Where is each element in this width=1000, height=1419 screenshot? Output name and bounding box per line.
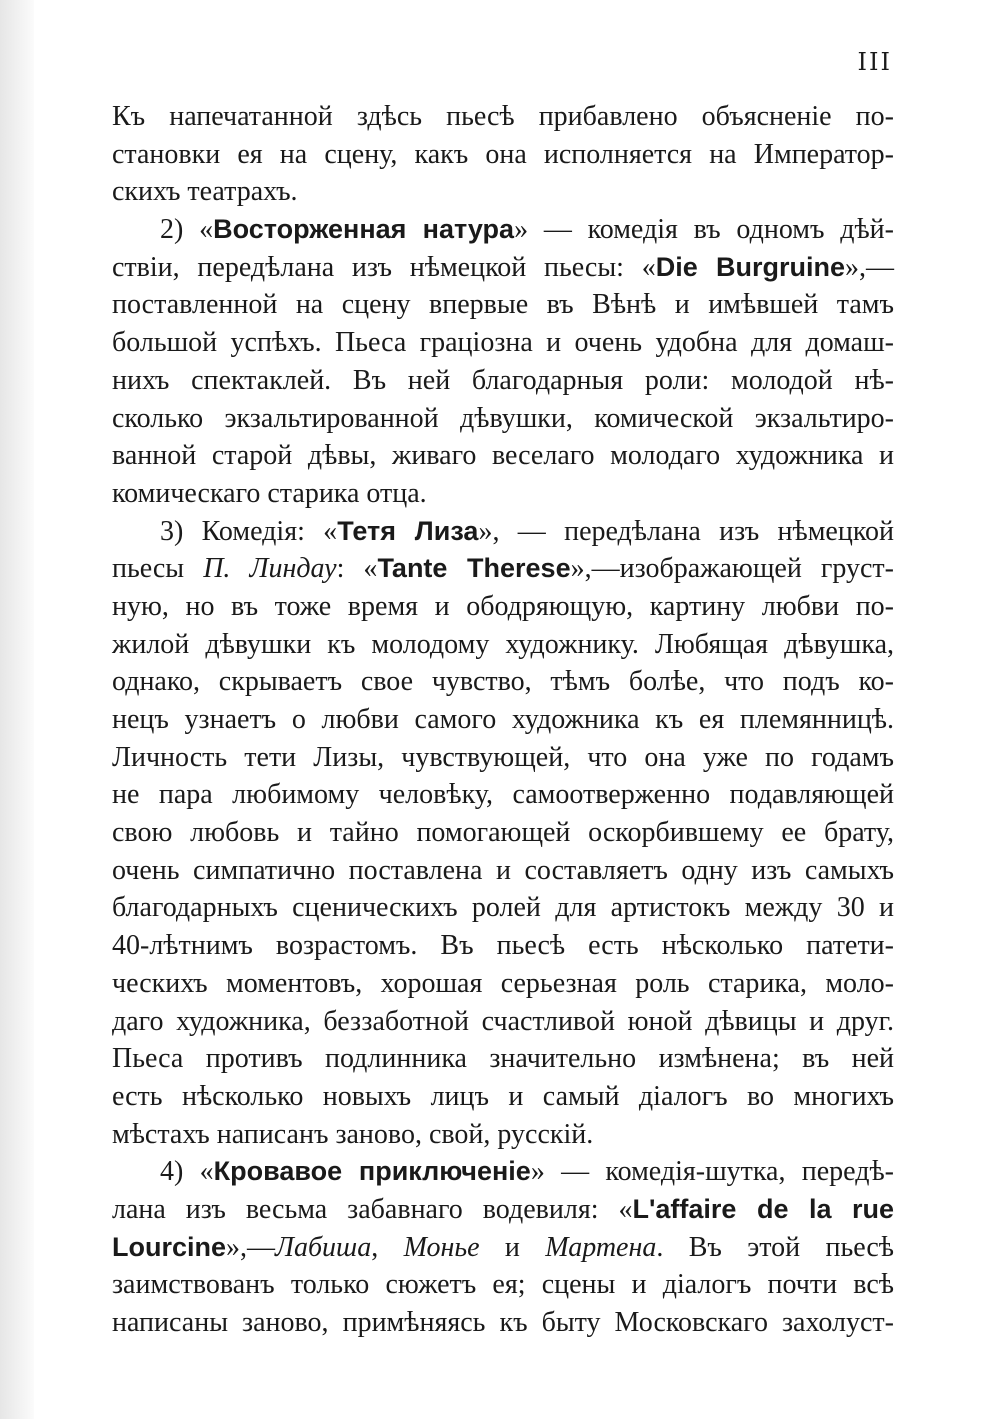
text-run: написаны заново, примѣняясь къ быту Московскаго захолуст- <box>112 1307 894 1338</box>
text-run: даго художника, беззаботной счастливой юной дѣвицы и друг. <box>112 1005 894 1037</box>
play-title: L'affaire de la rue <box>632 1193 894 1224</box>
text-line <box>112 701 894 739</box>
text-run: пьесы <box>112 553 204 585</box>
text-line <box>112 136 894 174</box>
author-name: Лабиша <box>275 1231 372 1263</box>
text-run: . Въ этой пьесѣ <box>656 1231 894 1263</box>
play-title: Кровавое приключеніе <box>213 1156 531 1187</box>
text-run: Къ напечатанной здѣсь пьесѣ прибавлено объясненіе по- <box>112 101 894 132</box>
text-line <box>112 550 894 588</box>
text-run: и <box>479 1231 546 1263</box>
text-line <box>112 1153 894 1191</box>
text-run: , <box>371 1231 404 1263</box>
text-run: ную, но въ тоже время и ободряющую, картину любви по- <box>112 590 894 622</box>
text-line <box>112 513 894 551</box>
text-line <box>112 437 894 475</box>
text-line <box>112 1191 894 1229</box>
text-line <box>112 965 894 1003</box>
text-run: ствіи, передѣлана изъ нѣмецкой пьесы: « <box>112 251 656 283</box>
text-run: очень симпатично поставлена и составляетъ одну изъ самыхъ <box>112 854 894 886</box>
text-line <box>112 1304 894 1342</box>
play-title: Lourcine <box>112 1231 227 1262</box>
play-title: Тетя Лиза <box>337 515 479 546</box>
text-line <box>112 776 894 814</box>
play-title: Die Burgruine <box>655 251 845 282</box>
text-run: сколько экзальтированной дѣвушки, комической экзальтиро- <box>112 402 894 434</box>
text-run: поставленной на сцену впервые въ Вѣнѣ и имѣвшей тамъ <box>112 289 894 321</box>
text-run: Пьеса противъ подлинника значительно измѣнена; въ ней <box>112 1043 894 1075</box>
text-run: »,— <box>226 1231 276 1263</box>
text-run: лана изъ весьма забавнаго водевиля: « <box>112 1193 633 1225</box>
text-run: 40-лѣтнимъ возрастомъ. Въ пьесѣ есть нѣсколько патети- <box>112 930 894 962</box>
text-line <box>112 1003 894 1041</box>
text-line <box>112 626 894 664</box>
text-line <box>112 173 894 211</box>
text-run: заимствованъ только сюжетъ ея; сцены и діалогъ почти всѣ <box>112 1269 894 1301</box>
text-run: однако, скрываетъ свое чувство, тѣмъ болѣе, что подъ ко- <box>112 666 894 698</box>
text-run: становки ея на сцену, какъ она исполняется на Император- <box>112 138 894 170</box>
text-run: 3) Комедія: « <box>160 515 338 547</box>
text-line <box>112 889 894 927</box>
text-line <box>112 588 894 626</box>
text-run: нихъ спектаклей. Въ ней благодарныя роли: молодой нѣ- <box>112 364 894 396</box>
text-run: не пара любимому человѣку, самоотверженно подавляющей <box>112 779 894 811</box>
page-gutter-shadow <box>0 0 34 1419</box>
text-line <box>112 98 894 136</box>
text-run: ванной старой дѣвы, живаго веселаго молодаго художника и <box>112 440 894 472</box>
text-line <box>112 739 894 777</box>
text-run: ческихъ моментовъ, хорошая серьезная роль старика, моло- <box>112 967 894 999</box>
text-line <box>112 814 894 852</box>
text-run: »,—изображающей груст- <box>570 553 894 585</box>
text-run: 2) « <box>160 214 214 246</box>
text-run: благодарныхъ сценическихъ ролей для артистокъ между 30 и <box>112 892 894 924</box>
text-run: нецъ узнаетъ о любви самого художника къ ея племянницѣ. <box>112 704 894 735</box>
text-line <box>112 362 894 400</box>
play-title: Tante Therese <box>377 553 571 584</box>
text-run: » — комедія въ одномъ дѣй- <box>514 214 894 246</box>
text-run: : « <box>336 553 378 585</box>
text-run: большой успѣхъ. Пьеса граціозна и очень удобна для домаш- <box>112 327 894 359</box>
text-line <box>112 286 894 324</box>
text-run: жилой дѣвушки къ молодому художнику. Любящая дѣвушка, <box>112 628 894 660</box>
text-line <box>112 475 894 513</box>
text-run: Личность тети Лизы, чувствующей, что она уже по годамъ <box>112 741 894 773</box>
author-name: П. Линдау <box>203 553 337 585</box>
text-run: », — передѣлана изъ нѣмецкой <box>478 515 894 547</box>
text-run: есть нѣсколько новыхъ лицъ и самый діалогъ во многихъ <box>112 1080 894 1112</box>
text-line <box>112 663 894 701</box>
text-line <box>112 1266 894 1304</box>
play-title: Восторженная натура <box>213 214 515 245</box>
page-number: III <box>857 48 892 76</box>
text-line <box>112 927 894 965</box>
text-run: комическаго старика отца. <box>112 477 427 509</box>
text-run: » — комедія-шутка, передѣ- <box>530 1156 895 1188</box>
text-line <box>112 852 894 890</box>
text-line <box>112 249 894 287</box>
author-name: Мартена <box>545 1231 657 1263</box>
text-run: свою любовь и тайно помогающей оскорбившему ее брату, <box>112 817 894 849</box>
text-line <box>112 211 894 249</box>
author-name: Монье <box>403 1231 480 1263</box>
text-line <box>112 324 894 362</box>
text-line <box>112 400 894 438</box>
text-line <box>112 1040 894 1078</box>
text-run: скихъ театрахъ. <box>112 176 298 208</box>
text-line <box>112 1116 894 1154</box>
text-run: »,— <box>845 251 894 283</box>
text-line <box>112 1078 894 1116</box>
body-text <box>112 98 894 1342</box>
text-run: мѣстахъ написанъ заново, свой, русскій. <box>112 1118 594 1150</box>
text-run: 4) « <box>160 1156 214 1188</box>
text-line <box>112 1229 894 1267</box>
